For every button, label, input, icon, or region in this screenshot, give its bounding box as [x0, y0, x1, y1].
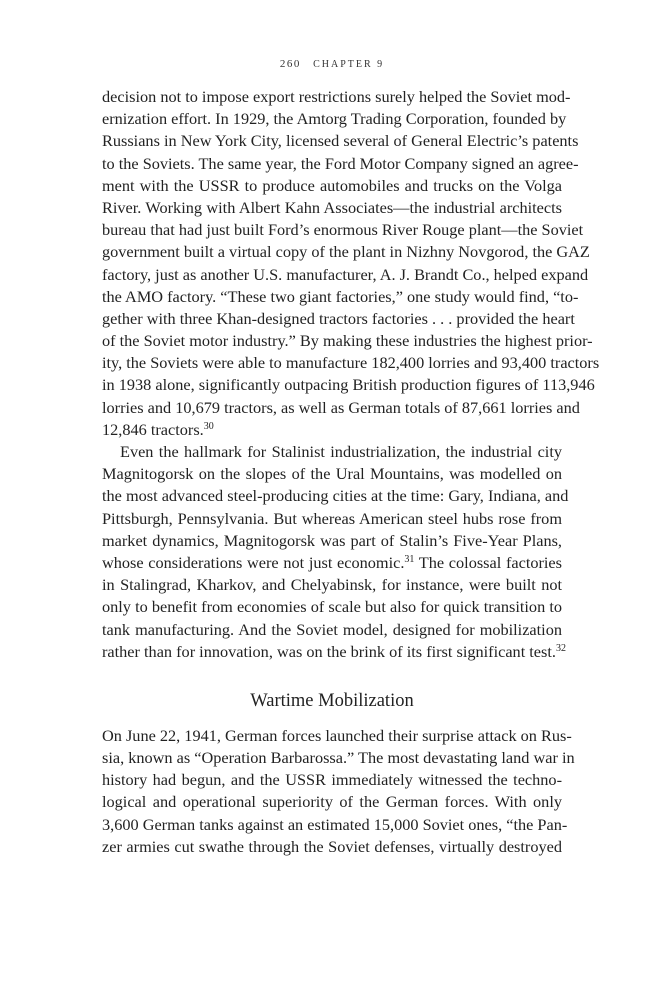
- footnote-marker: 31: [404, 553, 415, 565]
- page-number: 260: [279, 58, 301, 70]
- text-fragment: rather than for innovation, was on the brink of its first significant test.: [102, 641, 556, 661]
- text-line: zer armies cut swathe through the Soviet defenses, virtually destroyed: [102, 836, 562, 856]
- text-fragment: whose considerations were not just economic.: [102, 552, 405, 572]
- text-line: logical and operational superiority of the German forces. With only: [102, 792, 562, 812]
- footnote-marker: 32: [555, 642, 566, 654]
- text-line: [102, 641, 566, 663]
- chapter-label: CHAPTER 9: [313, 59, 385, 70]
- text-line: sia, known as “Operation Barbarossa.” The most devastating land war in: [102, 748, 575, 768]
- text-line: the AMO factory. “These two giant factories,” one study would find, “to-: [102, 286, 579, 306]
- text-line: ment with the USSR to produce automobiles and trucks on the Volga: [102, 175, 562, 195]
- text-line: to the Soviets. The same year, the Ford Motor Company signed an agree-: [102, 153, 579, 173]
- paragraph-3: [102, 725, 575, 858]
- paragraph-2: [102, 441, 569, 663]
- text-line: Pittsburgh, Pennsylvania. But whereas American steel hubs rose from: [102, 508, 562, 528]
- footnote-marker: 30: [203, 420, 214, 432]
- text-line: [102, 419, 562, 441]
- text-line: 3,600 German tanks against an estimated 15,000 Soviet ones, “the Pan-: [102, 814, 568, 834]
- book-page: [102, 58, 600, 858]
- text-line: [102, 552, 562, 574]
- text-fragment: The colossal factories: [414, 552, 562, 572]
- text-line: decision not to impose export restrictions surely helped the Soviet mod-: [102, 87, 571, 106]
- text-line: River. Working with Albert Kahn Associates—the industrial architects: [102, 197, 562, 217]
- text-line: only to benefit from economies of scale but also for quick transition to: [102, 597, 562, 617]
- text-line: On June 22, 1941, German forces launched their surprise attack on Rus-: [102, 725, 572, 745]
- text-line: factory, just as another U.S. manufacturer, A. J. Brandt Co., helped expand: [102, 264, 589, 284]
- text-line: gether with three Khan-designed tractors factories . . . provided the heart: [102, 308, 575, 328]
- text-line: history had begun, and the USSR immediately witnessed the techno-: [102, 770, 562, 790]
- text-line: bureau that had just built Ford’s enormous River Rouge plant—the Soviet: [102, 220, 584, 240]
- section-heading: Wartime Mobilization: [250, 690, 414, 711]
- text-line: in 1938 alone, significantly outpacing British production figures of 113,946: [102, 375, 595, 395]
- text-line: government built a virtual copy of the plant in Nizhny Novgorod, the GAZ: [102, 242, 590, 262]
- text-line: Even the hallmark for Stalinist industrialization, the industrial city: [120, 442, 562, 461]
- text-line: of the Soviet motor industry.” By making these industries the highest prior-: [102, 331, 593, 351]
- text-fragment: 12,846 tractors.: [102, 419, 204, 439]
- text-line: the most advanced steel-producing cities at the time: Gary, Indiana, and: [102, 486, 569, 506]
- text-line: Russians in New York City, licensed several of General Electric’s patents: [102, 131, 579, 151]
- running-head: [102, 58, 562, 70]
- text-line: ity, the Soviets were able to manufacture 182,400 lorries and 93,400 tractors: [102, 353, 600, 373]
- text-line: market dynamics, Magnitogorsk was part of Stalin’s Five-Year Plans,: [102, 530, 562, 550]
- text-line: tank manufacturing. And the Soviet model, designed for mobilization: [102, 619, 562, 639]
- text-line: ernization effort. In 1929, the Amtorg Trading Corporation, founded by: [102, 109, 567, 129]
- paragraph-1: [102, 86, 600, 441]
- text-line: lorries and 10,679 tractors, as well as German totals of 87,661 lorries and: [102, 397, 580, 417]
- text-line: Magnitogorsk on the slopes of the Ural Mountains, was modelled on: [102, 464, 562, 484]
- text-line: in Stalingrad, Kharkov, and Chelyabinsk, for instance, were built not: [102, 575, 562, 595]
